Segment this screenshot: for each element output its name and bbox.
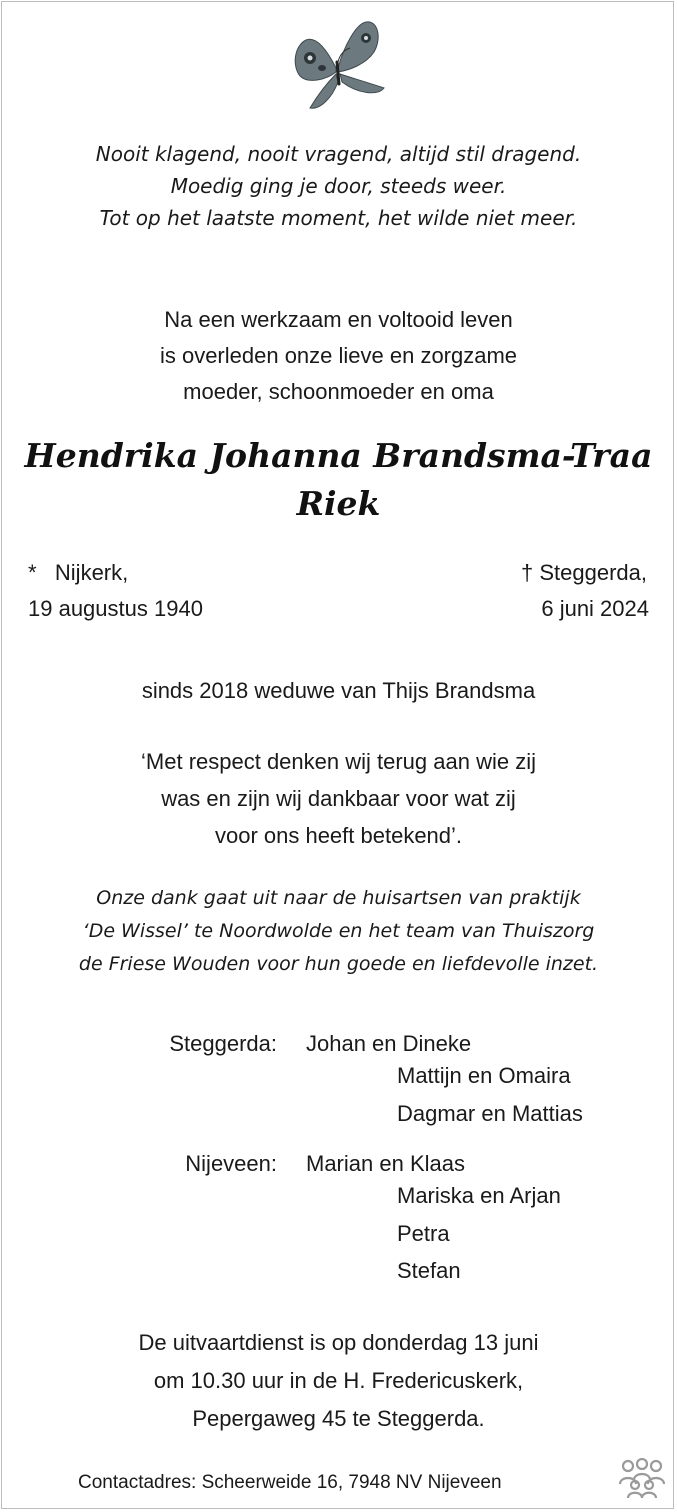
family-main-2: Marian en Klaas — [306, 1151, 465, 1176]
family-place-2: Nijeveen: — [185, 1151, 277, 1176]
service-line-2: om 10.30 uur in de H. Fredericuskerk, — [153, 1368, 524, 1393]
death-place-line — [521, 560, 647, 586]
quote-line-2: was en zijn wij dankbaar voor wat zij — [161, 786, 516, 811]
thanks-line-1: Onze dank gaat uit naar de huisartsen van praktijk — [96, 887, 581, 909]
poem-line-3: Tot op het laatste moment, het wilde niet meer. — [99, 206, 578, 230]
family-main-1: Johan en Dineke — [306, 1031, 472, 1056]
funeral-service-info — [0, 1324, 677, 1438]
widow-line: sinds 2018 weduwe van Thijs Brandsma — [141, 678, 536, 703]
thanks-line-3: de Friese Wouden voor hun goede en liefdevolle inzet. — [78, 953, 599, 975]
intro-line-1: Na een werkzaam en voltooid leven — [164, 307, 513, 332]
butterfly-icon — [286, 18, 390, 112]
announcement-intro — [0, 302, 677, 410]
thanks-note — [0, 882, 677, 981]
family-place-1: Steggerda: — [169, 1031, 277, 1056]
intro-line-3: moeder, schoonmoeder en oma — [183, 379, 494, 404]
birth-date: 19 augustus 1940 — [28, 596, 203, 621]
remembrance-quote — [0, 743, 677, 854]
quote-line-3: voor ons heeft betekend’. — [214, 823, 463, 848]
thanks-line-2: ‘De Wissel’ te Noordwolde en het team van Thuiszorg — [82, 920, 595, 942]
death-place: Steggerda, — [539, 560, 647, 585]
poem-line-1: Nooit klagend, nooit vragend, altijd stil dragend. — [95, 142, 582, 166]
family-child-2-1: Mariska en Arjan — [397, 1183, 561, 1208]
family-people-icon — [618, 1458, 666, 1500]
birth-place-line — [28, 560, 128, 586]
death-date: 6 juni 2024 — [541, 596, 649, 621]
deceased-nickname: Riek — [296, 484, 381, 523]
death-symbol: † — [520, 560, 534, 585]
birth-place: Nijkerk, — [54, 560, 129, 585]
service-line-1: De uitvaartdienst is op donderdag 13 juni — [138, 1330, 539, 1355]
service-line-3: Pepergaweg 45 te Steggerda. — [192, 1406, 485, 1431]
deceased-full-name: Hendrika Johanna Brandsma-Traa — [24, 436, 653, 475]
family-child-1-2: Dagmar en Mattias — [397, 1101, 583, 1126]
family-child-2-2: Petra — [397, 1221, 450, 1246]
poem-line-2: Moedig ging je door, steeds weer. — [170, 174, 507, 198]
poem — [0, 138, 677, 234]
intro-line-2: is overleden onze lieve en zorgzame — [159, 343, 518, 368]
quote-line-1: ‘Met respect denken wij terug aan wie zij — [141, 749, 536, 774]
family-child-2-3: Stefan — [397, 1258, 461, 1283]
family-child-1-1: Mattijn en Omaira — [397, 1063, 571, 1088]
birth-symbol: * — [28, 560, 37, 585]
contact-address: Contactadres: Scheerweide 16, 7948 NV Nijeveen — [78, 1472, 502, 1493]
